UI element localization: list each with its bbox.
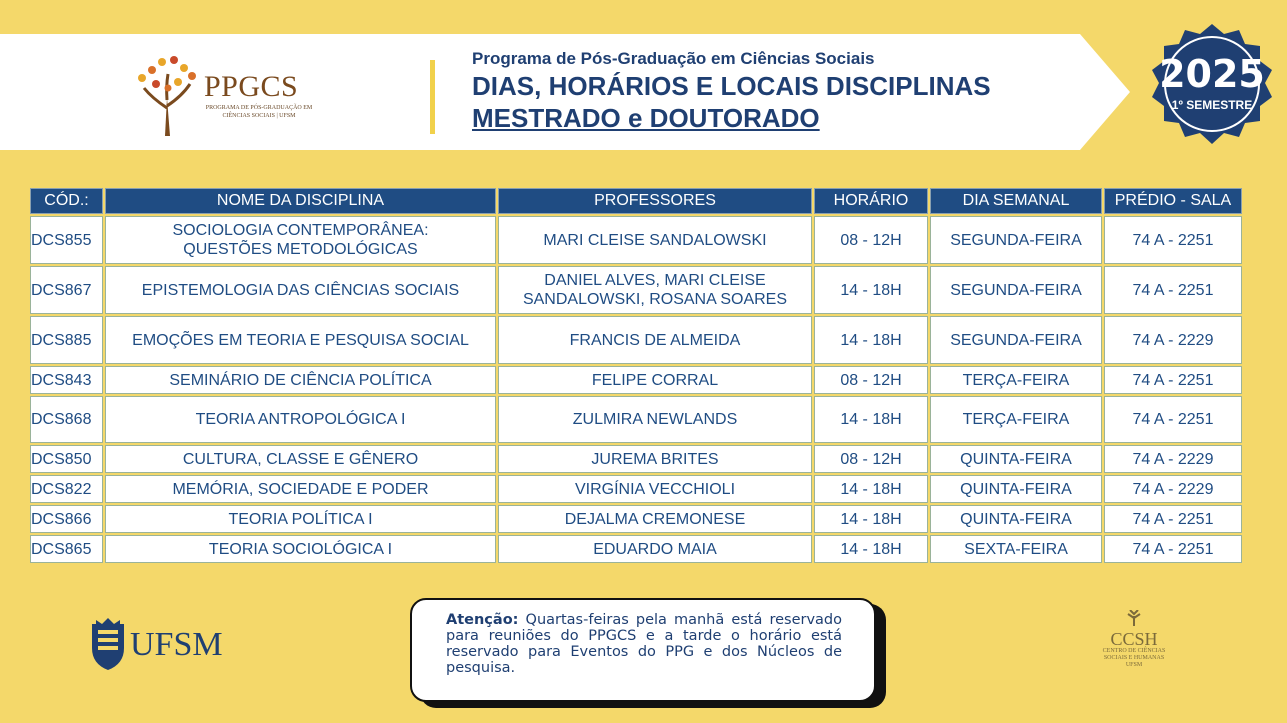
ppgcs-logo (132, 48, 322, 138)
course-day: TERÇA-FEIRA (930, 366, 1102, 394)
badge-semester: 1º SEMESTRE (1171, 98, 1253, 112)
course-day: SEGUNDA-FEIRA (930, 216, 1102, 264)
table-row (30, 266, 1242, 314)
course-day: SEGUNDA-FEIRA (930, 316, 1102, 364)
course-time: 14 - 18H (814, 505, 928, 533)
ppgcs-tree-logo-icon (132, 48, 202, 138)
course-time: 14 - 18H (814, 535, 928, 563)
course-name: EMOÇÕES EM TEORIA E PESQUISA SOCIAL (105, 316, 496, 364)
table-row (30, 216, 1242, 264)
course-time: 08 - 12H (814, 366, 928, 394)
column-header-day: DIA SEMANAL (930, 188, 1102, 214)
course-code: DCS865 (30, 535, 103, 563)
ppgcs-logo-subtitle-line-2: CIÊNCIAS SOCIAIS | UFSM (222, 113, 296, 119)
course-room: 74 A - 2251 (1104, 216, 1242, 264)
table-row (30, 316, 1242, 364)
header-divider (430, 60, 435, 134)
course-time: 08 - 12H (814, 216, 928, 264)
ufsm-logo-word: UFSM (130, 626, 223, 663)
degree-label: MESTRADO e DOUTORADO (472, 103, 820, 133)
course-name-line-2: QUESTÕES METODOLÓGICAS (183, 241, 418, 258)
column-header-code: CÓD.: (30, 188, 103, 214)
course-professors: FRANCIS DE ALMEIDA (498, 316, 812, 364)
ccsh-logo-word: CCSH (1110, 629, 1158, 649)
course-room: 74 A - 2251 (1104, 366, 1242, 394)
column-header-name: NOME DA DISCIPLINA (105, 188, 496, 214)
course-professors: ZULMIRA NEWLANDS (498, 396, 812, 443)
page-title: DIAS, HORÁRIOS E LOCAIS DISCIPLINAS (472, 71, 991, 101)
course-name: CULTURA, CLASSE E GÊNERO (105, 445, 496, 473)
ppgcs-logo-subtitle-line-1: PROGRAMA DE PÓS-GRADUAÇÃO EM (205, 105, 313, 111)
ccsh-logo-icon (1124, 610, 1144, 626)
course-name: SEMINÁRIO DE CIÊNCIA POLÍTICA (105, 366, 496, 394)
course-name: TEORIA ANTROPOLÓGICA I (105, 396, 496, 443)
column-header-professors: PROFESSORES (498, 188, 812, 214)
course-professors-line-1: DANIEL ALVES, MARI CLEISE (544, 272, 766, 289)
schedule-table (28, 186, 1244, 565)
course-room: 74 A - 2229 (1104, 445, 1242, 473)
table-row (30, 505, 1242, 533)
course-day: QUINTA-FEIRA (930, 475, 1102, 503)
course-professors-line-2: SANDALOWSKI, ROSANA SOARES (522, 291, 788, 308)
course-name: MEMÓRIA, SOCIEDADE E PODER (105, 475, 496, 503)
ccsh-subtitle-3: UFSM (1125, 662, 1143, 668)
course-room: 74 A - 2251 (1104, 505, 1242, 533)
course-code: DCS822 (30, 475, 103, 503)
course-room: 74 A - 2251 (1104, 396, 1242, 443)
course-room: 74 A - 2251 (1104, 535, 1242, 563)
ccsh-subtitle-1: CENTRO DE CIÊNCIAS (1102, 648, 1166, 654)
course-room: 74 A - 2229 (1104, 316, 1242, 364)
course-code: DCS866 (30, 505, 103, 533)
course-professors: VIRGÍNIA VECCHIOLI (498, 475, 812, 503)
column-header-time: HORÁRIO (814, 188, 928, 214)
course-name: TEORIA SOCIOLÓGICA I (105, 535, 496, 563)
course-code: DCS843 (30, 366, 103, 394)
table-row (30, 535, 1242, 563)
course-code: DCS867 (30, 266, 103, 314)
course-professors: JUREMA BRITES (498, 445, 812, 473)
course-time: 08 - 12H (814, 445, 928, 473)
table-row (30, 445, 1242, 473)
notice-text: Quartas-feiras pela manhã está reservado para reuniões do PPGCS e a tarde o horário está reservado para Eventos do PPG e dos Núcleos de pesquisa. (446, 612, 842, 676)
course-name-line-1: SOCIOLOGIA CONTEMPORÂNEA: (172, 222, 429, 239)
table-row (30, 475, 1242, 503)
course-professors: FELIPE CORRAL (498, 366, 812, 394)
course-day: QUINTA-FEIRA (930, 445, 1102, 473)
program-name: Programa de Pós-Graduação em Ciências Sociais (472, 49, 875, 68)
course-code: DCS855 (30, 216, 103, 264)
course-code: DCS885 (30, 316, 103, 364)
course-professors (498, 266, 812, 314)
course-room: 74 A - 2251 (1104, 266, 1242, 314)
course-day: SEXTA-FEIRA (930, 535, 1102, 563)
header-text (472, 48, 991, 134)
course-name: TEORIA POLÍTICA I (105, 505, 496, 533)
column-header-room: PRÉDIO - SALA (1104, 188, 1242, 214)
course-code: DCS868 (30, 396, 103, 443)
course-time: 14 - 18H (814, 316, 928, 364)
course-code: DCS850 (30, 445, 103, 473)
course-time: 14 - 18H (814, 396, 928, 443)
course-name: EPISTEMOLOGIA DAS CIÊNCIAS SOCIAIS (105, 266, 496, 314)
course-time: 14 - 18H (814, 266, 928, 314)
course-professors: DEJALMA CREMONESE (498, 505, 812, 533)
table-row (30, 396, 1242, 443)
ccsh-logo (1092, 610, 1176, 682)
course-day: QUINTA-FEIRA (930, 505, 1102, 533)
course-time: 14 - 18H (814, 475, 928, 503)
notice-label: Atenção: (446, 612, 519, 628)
table-row (30, 366, 1242, 394)
ufsm-crest-icon (88, 618, 128, 672)
ufsm-logo (88, 618, 228, 672)
course-day: TERÇA-FEIRA (930, 396, 1102, 443)
year-badge (1146, 22, 1278, 154)
course-professors: EDUARDO MAIA (498, 535, 812, 563)
ppgcs-logo-subtitle (204, 104, 314, 120)
badge-year: 2025 (1159, 52, 1265, 96)
course-name (105, 216, 496, 264)
attention-notice (410, 598, 876, 702)
course-day: SEGUNDA-FEIRA (930, 266, 1102, 314)
course-professors: MARI CLEISE SANDALOWSKI (498, 216, 812, 264)
ppgcs-logo-word: PPGCS (204, 70, 299, 103)
table-header-row (30, 188, 1242, 214)
course-room: 74 A - 2229 (1104, 475, 1242, 503)
ccsh-subtitle-2: SOCIAIS E HUMANAS (1103, 655, 1165, 661)
